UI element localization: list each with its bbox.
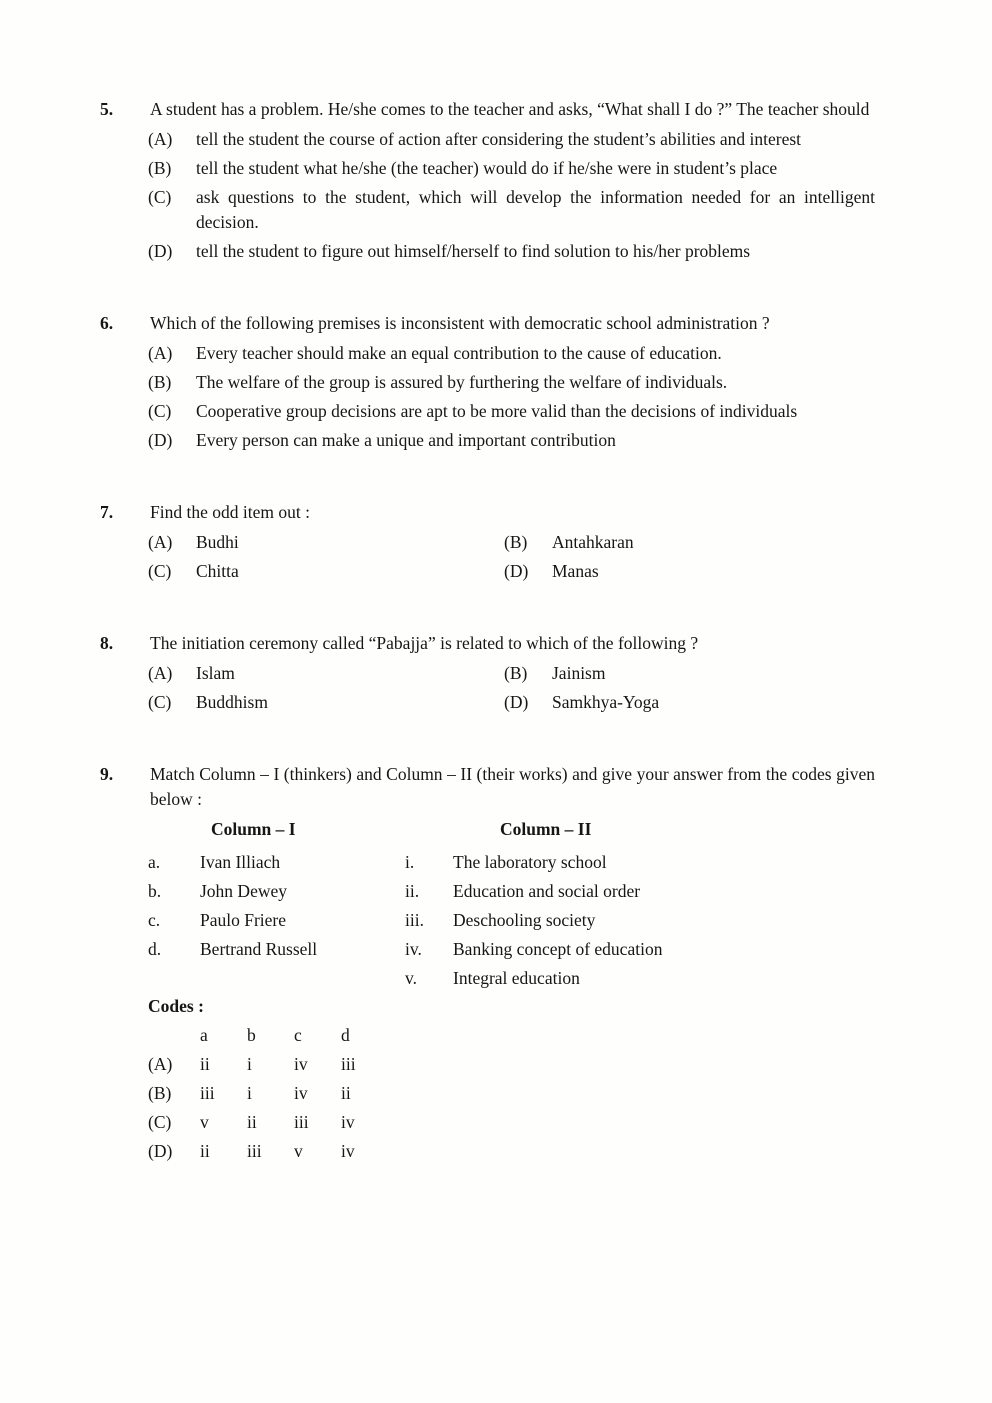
option-c (148, 690, 504, 715)
option-text: tell the student the course of action after considering the student’s abilities and interest (196, 129, 802, 149)
option-text: Chitta (196, 561, 239, 581)
codes-value: iv (341, 1112, 355, 1132)
match-roman: iv. (405, 939, 422, 959)
match-roman: i. (405, 852, 415, 872)
option-b (504, 661, 875, 686)
option-text: Manas (552, 561, 599, 581)
options-list (148, 530, 875, 584)
option-text: Buddhism (196, 692, 268, 712)
option-b (148, 156, 875, 181)
codes-row-letter: (B) (148, 1083, 172, 1103)
option-letter: (C) (148, 561, 172, 581)
match-table (148, 817, 875, 991)
match-thinker (200, 966, 405, 991)
codes-value: ii (200, 1141, 210, 1161)
codes-value: v (200, 1112, 209, 1132)
option-letter: (A) (148, 532, 173, 552)
option-a (148, 661, 504, 686)
question-6 (100, 311, 875, 453)
question-text: A student has a problem. He/she comes to the teacher and asks, “What shall I do ?” The teacher should (150, 99, 870, 119)
codes-value: ii (341, 1083, 351, 1103)
option-letter: (B) (504, 532, 528, 552)
option-b (148, 370, 875, 395)
option-a (148, 127, 875, 152)
match-letter: b. (148, 881, 162, 901)
option-d (504, 559, 875, 584)
question-head (100, 311, 875, 336)
codes-value: i (247, 1054, 252, 1074)
codes-value: iii (247, 1141, 262, 1161)
codes-header-a: a (200, 1025, 208, 1045)
match-thinker: Paulo Friere (200, 910, 287, 930)
codes-section (148, 994, 875, 1164)
options-list (148, 127, 875, 264)
option-b (504, 530, 875, 555)
option-letter: (A) (148, 343, 173, 363)
option-text: tell the student what he/she (the teacher) would do if he/she were in student’s place (196, 158, 778, 178)
option-a (148, 341, 875, 366)
match-letter: a. (148, 852, 161, 872)
option-text: Every person can make a unique and important contribution (196, 430, 616, 450)
question-7 (100, 500, 875, 584)
question-text: Find the odd item out : (150, 502, 310, 522)
option-d (148, 428, 875, 453)
option-text: Samkhya-Yoga (552, 692, 660, 712)
option-a (148, 530, 504, 555)
match-work: Integral education (453, 968, 580, 988)
question-text: Which of the following premises is inconsistent with democratic school administration ? (150, 313, 770, 333)
question-5 (100, 97, 875, 264)
option-letter: (D) (504, 692, 529, 712)
option-text: ask questions to the student, which will develop the information needed for an intelligent decision. (196, 187, 875, 232)
match-letter: d. (148, 939, 162, 959)
option-letter: (A) (148, 663, 173, 683)
codes-value: iv (294, 1083, 308, 1103)
codes-value: iii (294, 1112, 309, 1132)
option-letter: (B) (148, 372, 172, 392)
option-text: Antahkaran (552, 532, 634, 552)
match-work: The laboratory school (453, 852, 607, 872)
question-text: Match Column – I (thinkers) and Column – II (their works) and give your answer from the codes given below : (150, 764, 875, 809)
option-text: Budhi (196, 532, 239, 552)
codes-value: i (247, 1083, 252, 1103)
match-row (148, 850, 875, 875)
codes-row-letter: (C) (148, 1112, 172, 1132)
match-row (148, 908, 875, 933)
question-head (100, 97, 875, 122)
option-letter: (B) (148, 158, 172, 178)
codes-header-b: b (247, 1025, 256, 1045)
match-headings (148, 817, 875, 846)
option-letter: (D) (504, 561, 529, 581)
question-9 (100, 762, 875, 1164)
option-text: Islam (196, 663, 235, 683)
codes-value: iv (294, 1054, 308, 1074)
option-text: Every teacher should make an equal contribution to the cause of education. (196, 343, 722, 363)
question-head (100, 631, 875, 656)
codes-row-letter: (A) (148, 1054, 173, 1074)
match-work: Education and social order (453, 881, 641, 901)
match-row (148, 966, 875, 991)
option-c (148, 185, 875, 235)
question-8 (100, 631, 875, 715)
option-d (504, 690, 875, 715)
question-text: The initiation ceremony called “Pabajja” is related to which of the following ? (150, 633, 699, 653)
option-letter: (B) (504, 663, 528, 683)
options-list (148, 661, 875, 715)
codes-header-c: c (294, 1025, 302, 1045)
codes-value: iv (341, 1141, 355, 1161)
options-list (148, 341, 875, 453)
option-letter: (C) (148, 401, 172, 421)
match-roman: v. (405, 968, 417, 988)
match-roman: iii. (405, 910, 424, 930)
match-thinker: John Dewey (200, 881, 287, 901)
codes-value: v (294, 1141, 303, 1161)
match-thinker: Bertrand Russell (200, 939, 318, 959)
option-text: Cooperative group decisions are apt to be more valid than the decisions of individuals (196, 401, 798, 421)
match-roman: ii. (405, 881, 420, 901)
option-letter: (A) (148, 129, 173, 149)
codes-row-letter: (D) (148, 1141, 173, 1161)
codes-value: iii (200, 1083, 215, 1103)
match-row (148, 937, 875, 962)
option-c (148, 399, 875, 424)
match-work: Banking concept of education (453, 939, 663, 959)
codes-blank-cell (148, 1023, 200, 1048)
codes-title: Codes : (148, 996, 204, 1016)
question-number: 7. (100, 502, 114, 522)
question-head (100, 500, 875, 525)
question-number: 9. (100, 764, 114, 784)
option-letter: (C) (148, 692, 172, 712)
option-letter: (C) (148, 187, 172, 207)
option-text: Jainism (552, 663, 606, 683)
option-text: The welfare of the group is assured by furthering the welfare of individuals. (196, 372, 728, 392)
question-head (100, 762, 875, 812)
option-d (148, 239, 875, 264)
match-letter (148, 966, 200, 991)
column-2-heading: Column – II (500, 819, 592, 839)
codes-value: iii (341, 1054, 356, 1074)
column-1-heading: Column – I (211, 819, 296, 839)
option-c (148, 559, 504, 584)
question-number: 6. (100, 313, 114, 333)
option-text: tell the student to figure out himself/herself to find solution to his/her problems (196, 241, 751, 261)
match-work: Deschooling society (453, 910, 596, 930)
question-number: 8. (100, 633, 114, 653)
question-number: 5. (100, 99, 114, 119)
match-row (148, 879, 875, 904)
match-thinker: Ivan Illiach (200, 852, 281, 872)
match-letter: c. (148, 910, 161, 930)
codes-value: ii (200, 1054, 210, 1074)
codes-header-d: d (341, 1025, 350, 1045)
option-letter: (D) (148, 430, 173, 450)
codes-grid (148, 1023, 875, 1164)
option-letter: (D) (148, 241, 173, 261)
codes-value: ii (247, 1112, 257, 1132)
